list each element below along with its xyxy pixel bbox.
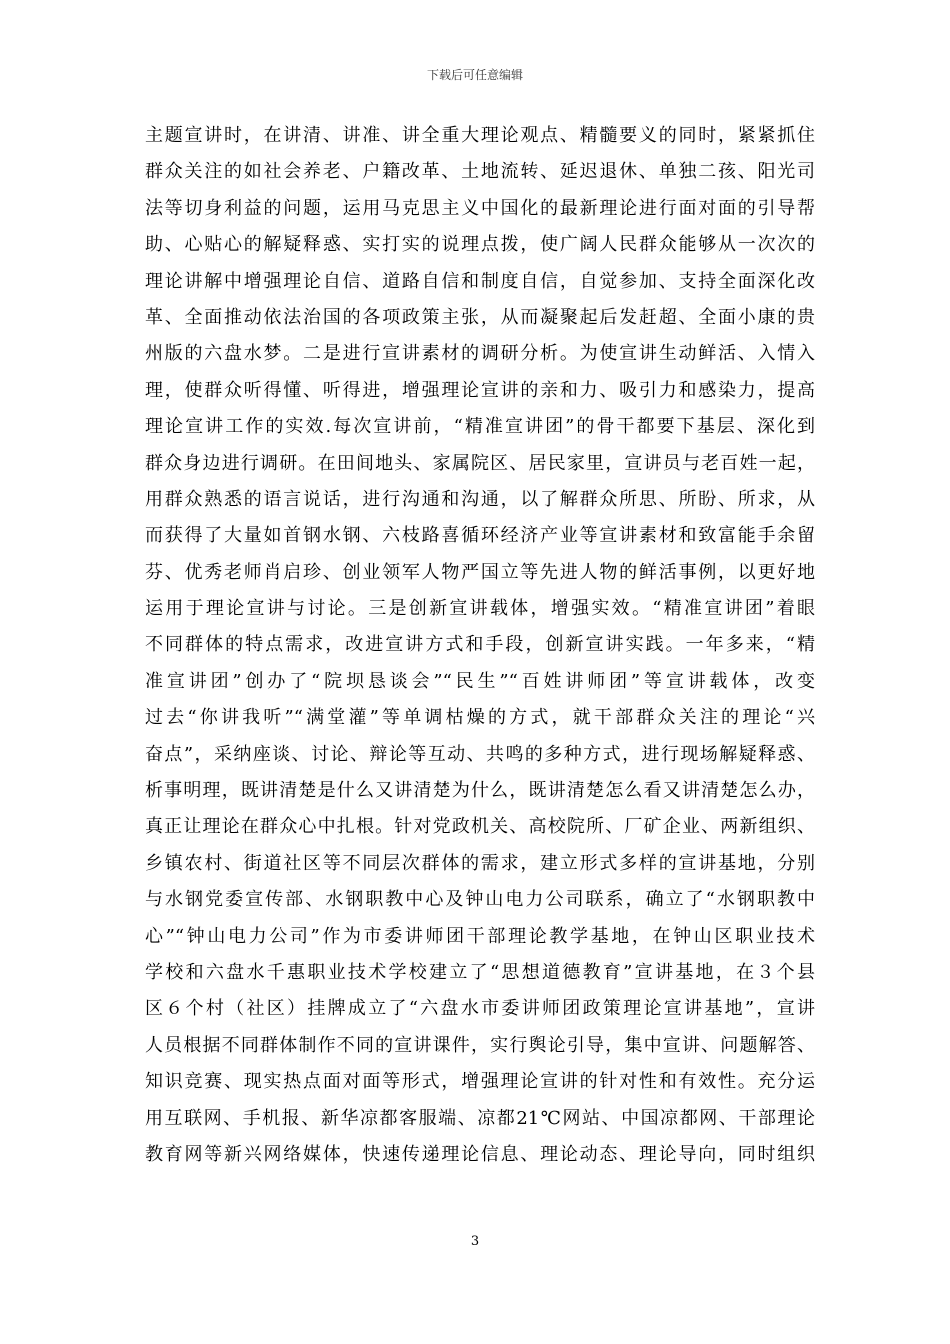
text-line: 而获得了大量如首钢水钢、六枝路喜循环经济产业等宣讲素材和致富能手余留 [145, 525, 815, 547]
text-line: 真正让理论在群众心中扎根。针对党政机关、高校院所、厂矿企业、两新组织、 [145, 816, 815, 838]
page-header: 下载后可任意编辑 [426, 68, 523, 82]
body-text [145, 118, 815, 1173]
text-line: 与水钢党委宣传部、水钢职教中心及钟山电力公司联系，确立了“水钢职教中 [145, 889, 815, 911]
text-line: 区６个村（社区）挂牌成立了“六盘水市委讲师团政策理论宣讲基地”，宣讲 [145, 998, 815, 1020]
text-line: 群众关注的如社会养老、户籍改革、土地流转、延迟退休、单独二孩、阳光司 [145, 161, 815, 183]
text-line: 助、心贴心的解疑释惑、实打实的说理点拨，使广阔人民群众能够从一次次的 [145, 234, 815, 256]
text-line: 过去“你讲我听”“满堂灌”等单调枯燥的方式，就干部群众关注的理论“兴 [145, 707, 815, 729]
text-line: 乡镇农村、街道社区等不同层次群体的需求，建立形式多样的宣讲基地，分别 [145, 852, 815, 874]
text-line: 奋点”，采纳座谈、讨论、辩论等互动、共鸣的多种方式，进行现场解疑释惑、 [145, 743, 815, 765]
text-line: 用群众熟悉的语言说话，进行沟通和沟通，以了解群众所思、所盼、所求，从 [145, 488, 815, 510]
text-line: 用互联网、手机报、新华凉都客服端、凉都21℃网站、中国凉都网、干部理论 [145, 1107, 815, 1129]
text-line: 芬、优秀老师肖启珍、创业领军人物严国立等先进人物的鲜活事例，以更好地 [145, 561, 815, 583]
text-line: 准宣讲团”创办了“院坝恳谈会”“民生”“百姓讲师团”等宣讲载体，改变 [145, 670, 815, 692]
text-line: 群众身边进行调研。在田间地头、家属院区、居民家里，宣讲员与老百姓一起， [145, 452, 815, 474]
text-line: 主题宣讲时，在讲清、讲准、讲全重大理论观点、精髓要义的同时，紧紧抓住 [145, 125, 815, 146]
text-line: 教育网等新兴网络媒体，快速传递理论信息、理论动态、理论导向，同时组织 [145, 1143, 815, 1165]
page-number: 3 [470, 1234, 480, 1249]
text-line: 革、全面推动依法治国的各项政策主张，从而凝聚起后发赶超、全面小康的贵 [145, 306, 815, 328]
text-line: 理论讲解中增强理论自信、道路自信和制度自信，自觉参加、支持全面深化改 [145, 270, 815, 292]
text-line: 心”“钟山电力公司”作为市委讲师团干部理论教学基地，在钟山区职业技术 [145, 925, 815, 947]
text-line: 理论宣讲工作的实效.每次宣讲前，“精准宣讲团”的骨干都要下基层、深化到 [145, 416, 815, 438]
text-line: 法等切身利益的问题，运用马克思主义中国化的最新理论进行面对面的引导帮 [145, 197, 815, 219]
text-line: 知识竞赛、现实热点面对面等形式，增强理论宣讲的针对性和有效性。充分运 [145, 1071, 815, 1093]
text-line: 人员根据不同群体制作不同的宣讲课件，实行舆论引导，集中宣讲、问题解答、 [145, 1034, 815, 1056]
text-line: 运用于理论宣讲与讨论。三是创新宣讲载体，增强实效。“精准宣讲团”着眼 [145, 598, 815, 620]
text-line: 不同群体的特点需求，改进宣讲方式和手段，创新宣讲实践。一年多来，“精 [145, 634, 815, 656]
text-line: 州版的六盘水梦。二是进行宣讲素材的调研分析。为使宣讲生动鲜活、入情入 [145, 343, 815, 365]
text-line: 学校和六盘水千惠职业技术学校建立了“思想道德教育”宣讲基地，在３个县 [145, 961, 815, 983]
text-line: 析事明理，既讲清楚是什么又讲清楚为什么，既讲清楚怎么看又讲清楚怎么办， [145, 780, 815, 802]
text-line: 理，使群众听得懂、听得进，增强理论宣讲的亲和力、吸引力和感染力，提高 [145, 379, 815, 401]
